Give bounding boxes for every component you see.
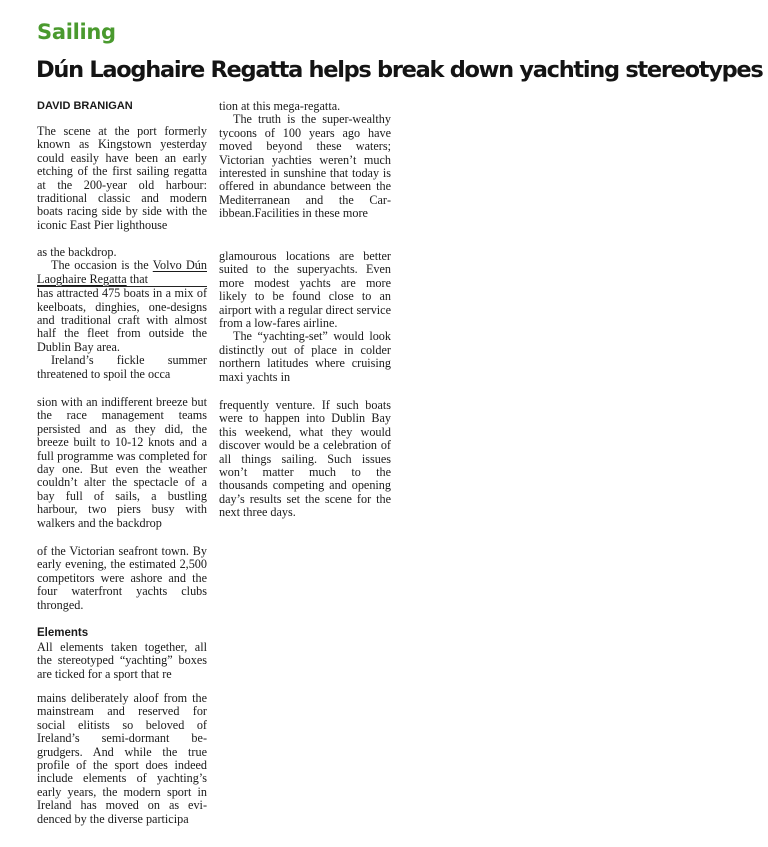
paragraph: The truth is the super-wealthy tycoons of 100 years ago have moved beyond these waters; Victorian yachties weren’t much interested in sunshine that today is offered in abundance between the Mediterranean and the Caribbean.Facilities in these more (219, 112, 391, 221)
article-block-4 (37, 545, 207, 612)
article-block-6 (37, 692, 207, 826)
paragraph: Ireland’s fickle summer threatened to spoil the occa (37, 353, 207, 381)
regatta-link[interactable]: Volvo Dún Laoghaire Regatta (37, 258, 207, 286)
text-run: The occasion is the (51, 258, 153, 273)
paragraph: has attracted 475 boats in a mix of keelboats, dinghies, one-designs and traditional craft with almost half the fleet from outside the Dublin Bay area. (37, 286, 207, 354)
headline: Dún Laoghaire Regatta helps break down yachting stereotypes (36, 57, 763, 83)
byline: DAVID BRANIGAN (37, 100, 133, 112)
paragraph: sion with an indifferent breeze but the race management teams persisted and as they did, the breeze built to 10-12 knots and a full programme was completed for day one. But even the weather couldn’t alter the spectacle of a bay full of sails, a bustling harbour, two piers busy with walkers and the backdrop (37, 395, 207, 530)
paragraph: The scene at the port formerly known as Kingstown yesterday could easily have been an early etching of the first sailing regatta at the 200-year old harbour: traditional classic and modern boats racing side by side with the iconic East Pier lighthouse (37, 124, 207, 232)
paragraph: glamourous locations are better suited to the superyachts. Even more modest yachts are more likely to be found close to an airport with a regular direct service from a low-fares airline. (219, 249, 391, 331)
article-block-3 (37, 396, 207, 530)
article-block-8 (219, 250, 391, 384)
paragraph: The “yachting-set” would look distinctly out of place in colder northern latitudes where cruising maxi yachts in (219, 329, 391, 384)
section-label: Sailing (37, 20, 116, 44)
article-block-2 (37, 246, 207, 381)
paragraph: tion at this mega-regatta. (219, 99, 341, 113)
paragraph: mains deliberately aloof from the mainstream and reserved for social elitists so beloved of Ireland’s semi-dormant begrudgers. And while the true profile of the sport does indeed include elements of yachting’s early years, the modern sport in Ireland has moved on as evidenced by the diverse participa (37, 691, 207, 826)
article-block-9 (219, 399, 391, 520)
paragraph: All elements taken together, all the stereotyped “yachting” boxes are ticked for a sport that re (37, 640, 207, 681)
text-run: that (126, 271, 148, 286)
paragraph: frequently venture. If such boats were to happen into Dublin Bay this weekend, what they would discover would be a celebration of all things sailing. Such issues won’t matter much to the thousands competing and opening day’s results set the scene for the next three days. (219, 398, 391, 520)
article-block-7 (219, 100, 391, 221)
paragraph: of the Victorian seafront town. By early evening, the estimated 2,500 competitors were ashore and the four waterfront yachts clubs thronged. (37, 544, 207, 612)
paragraph: as the backdrop. (37, 245, 117, 259)
subhead-elements: Elements (37, 627, 89, 639)
article-block-1 (37, 125, 207, 232)
article-block-5 (37, 641, 207, 681)
paragraph (37, 259, 207, 286)
